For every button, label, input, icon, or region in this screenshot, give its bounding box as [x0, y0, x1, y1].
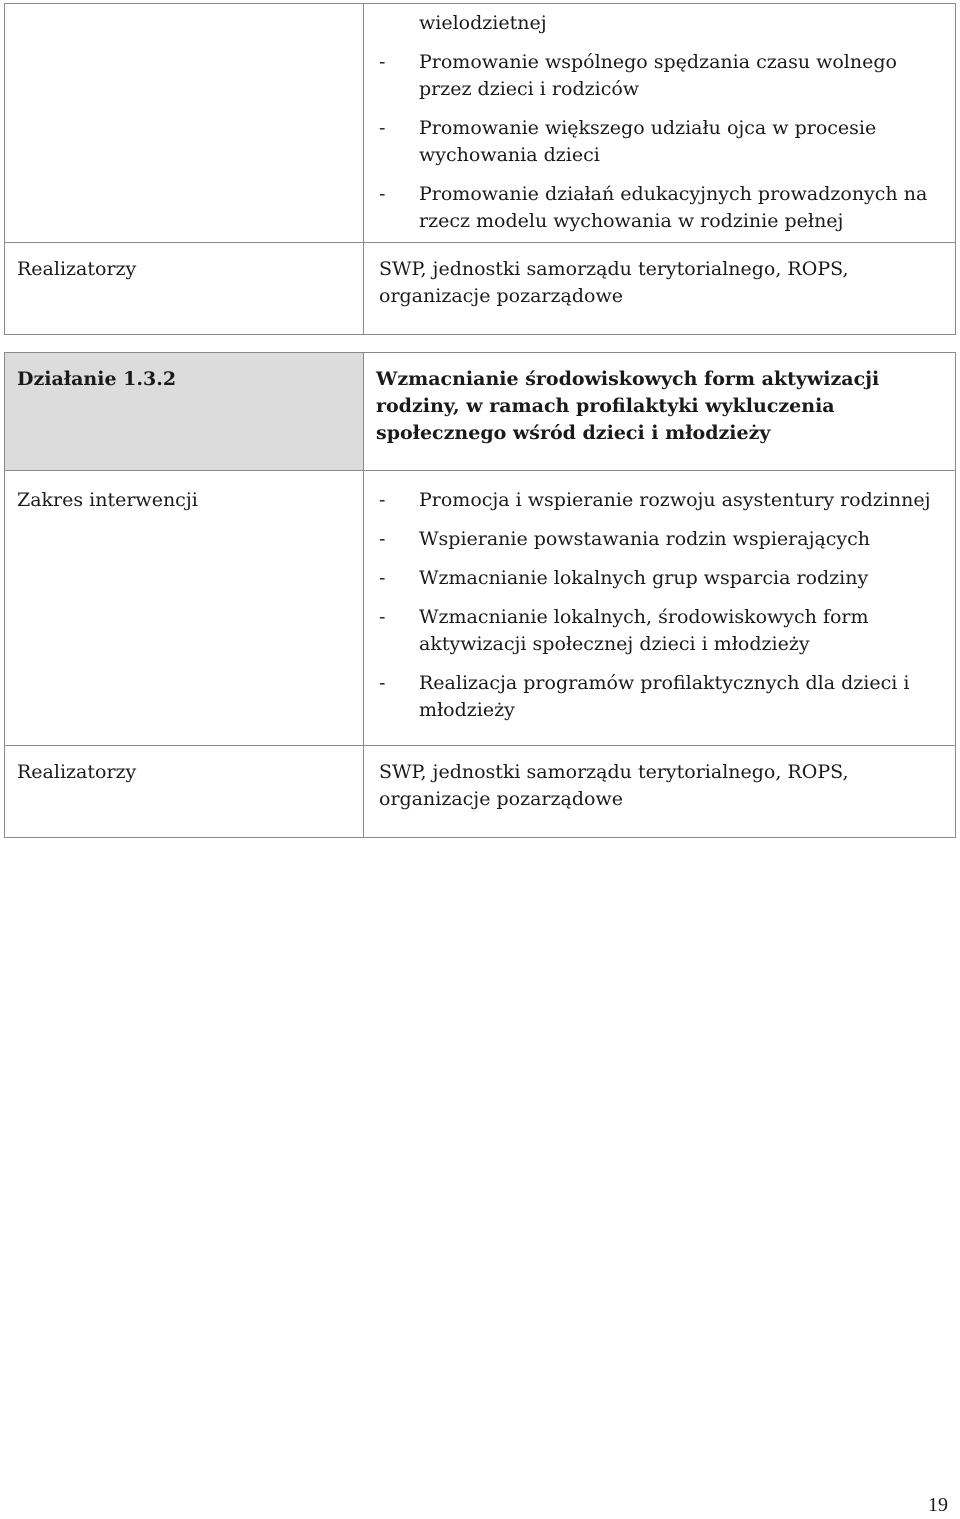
scope-cell [364, 471, 956, 746]
list-item: - Promowanie wspólnego spędzania czasu wolnego przez dzieci i rodziców [379, 49, 947, 103]
list-item: - Wzmacnianie lokalnych grup wsparcia rodziny [379, 565, 947, 592]
scope-label: Zakres interwencji [5, 471, 364, 746]
table-row [5, 471, 956, 746]
action-label: Działanie 1.3.2 [5, 353, 364, 471]
measures-list [379, 49, 947, 235]
page-number: 19 [928, 1494, 948, 1516]
realizatorzy-value: SWP, jednostki samorządu terytorialnego, ROPS, organizacje pozarządowe [364, 243, 956, 335]
list-item: - Wspieranie powstawania rodzin wspierających [379, 526, 947, 553]
empty-label-cell [5, 4, 364, 243]
measures-cell [364, 4, 956, 243]
continuation-text: wielodzietnej [419, 12, 547, 34]
scope-list [379, 487, 947, 724]
list-item: - Realizacja programów profilaktycznych dla dzieci i młodzieży [379, 670, 947, 724]
table-row [5, 746, 956, 838]
table-continuation [4, 3, 956, 335]
table-row [5, 353, 956, 471]
realizatorzy-label: Realizatorzy [5, 746, 364, 838]
realizatorzy-label: Realizatorzy [5, 243, 364, 335]
table-row [5, 4, 956, 243]
realizatorzy-value: SWP, jednostki samorządu terytorialnego, ROPS, organizacje pozarządowe [364, 746, 956, 838]
list-item: - Wzmacnianie lokalnych, środowiskowych form aktywizacji społecznej dzieci i młodzieży [379, 604, 947, 658]
list-item: - Promowanie większego udziału ojca w procesie wychowania dzieci [379, 115, 947, 169]
list-item: - Promowanie działań edukacyjnych prowadzonych na rzecz modelu wychowania w rodzinie pełnej [379, 181, 947, 235]
table-row [5, 243, 956, 335]
table-action-1-3-2 [4, 352, 956, 838]
action-title: Wzmacnianie środowiskowych form aktywizacji rodziny, w ramach profilaktyki wykluczenia społecznego wśród dzieci i młodzieży [364, 353, 956, 471]
list-item: - Promocja i wspieranie rozwoju asystentury rodzinnej [379, 487, 947, 514]
